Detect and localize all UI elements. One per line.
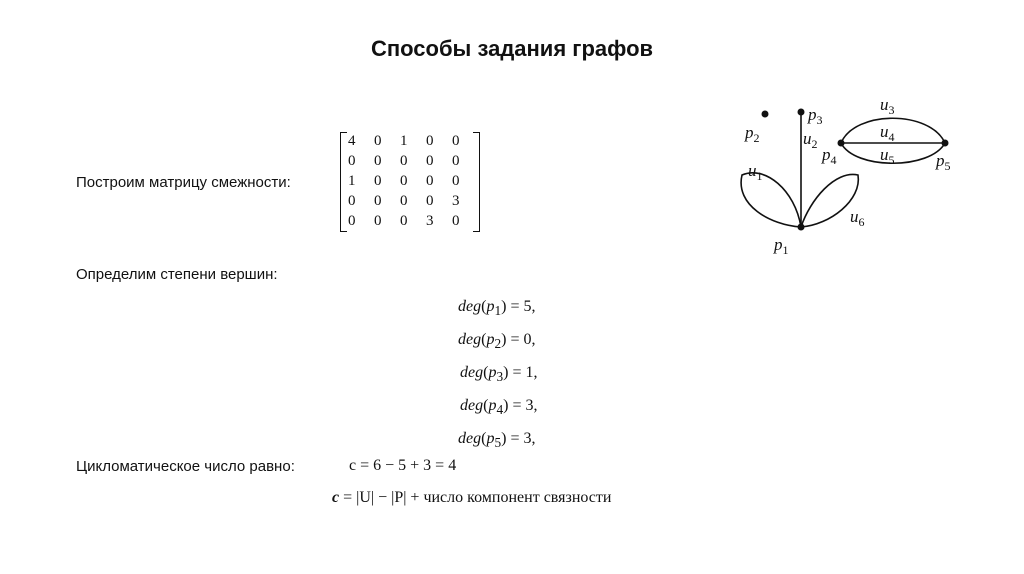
vertex-label-p2: $p_2$ [745,123,760,145]
edge-label-u1: $u_1$ [748,161,763,183]
matrix-cell: 3 [452,193,460,209]
graph-diagram [730,90,990,265]
vertex-index: 4 [496,402,504,418]
edge-u1 [741,173,801,227]
matrix-cell: 0 [452,173,460,189]
matrix-row [348,134,478,149]
degree-value: = 3, [510,430,536,447]
matrix-cell: 4 [348,133,356,149]
adjacency-matrix [340,132,480,232]
matrix-row [348,194,478,209]
degree-line: $deg(p_3) = 1$, [460,364,538,385]
vertex-label-p3: $p_3$ [808,105,823,127]
edge-label-u2: $u_2$ [803,129,818,151]
matrix-row [348,154,478,169]
matrix-cell: 0 [400,193,408,209]
matrix-cell: 0 [452,213,460,229]
matrix-cell: 0 [452,153,460,169]
edge-label-u5: $u_5$ [880,145,895,167]
matrix-cell: 1 [348,173,356,189]
matrix-cell: 3 [426,213,434,229]
edge-label-u4: $u_4$ [880,122,895,144]
formula-tail: = |U| − |P| + число компонент связности [343,489,612,506]
matrix-label: Построим матрицу смежности: [76,174,291,191]
cyclomatic-formula: c = 6 − 5 + 3 = 4 [349,457,457,474]
matrix-cell: 0 [400,213,408,229]
degree-value: = 1, [512,364,538,381]
degree-line: $deg(p_4) = 3$, [460,397,538,418]
matrix-cell: 0 [400,153,408,169]
matrix-cell: 0 [374,133,382,149]
degree-line: $deg(p_5) = 3$, [458,430,536,451]
degree-line: $deg(p_2) = 0$, [458,331,536,352]
vertex-index: 5 [494,435,502,451]
vertex-index: 1 [494,303,502,319]
matrix-row [348,214,478,229]
matrix-cell: 1 [400,133,408,149]
degree-value: = 3, [512,397,538,414]
matrix-cell: 0 [426,173,434,189]
general-formula [332,489,611,507]
vertex-p1-dot [798,224,805,231]
matrix-row [348,174,478,189]
matrix-bracket-left [340,132,347,232]
vertex-label-p4: $p_4$ [822,145,837,167]
matrix-cell: 0 [348,153,356,169]
cyclomatic-label: Цикломатическое число равно: [76,458,295,475]
matrix-cell: 0 [400,173,408,189]
vertex-label-p1: $p_1$ [774,235,789,257]
degree-value: = 0, [510,331,536,348]
matrix-cell: 0 [348,193,356,209]
vertex-index: 3 [496,369,504,385]
vertex-p5-dot [942,140,949,147]
matrix-cell: 0 [452,133,460,149]
edge-label-u6: $u_6$ [850,207,865,229]
vertex-p2-dot [762,111,769,118]
vertex-p3-dot [798,109,805,116]
formula-variable: c [332,489,340,506]
matrix-cell: 0 [374,173,382,189]
vertex-label-p5: $p_5$ [936,151,951,173]
degrees-label: Определим степени вершин: [76,266,278,283]
matrix-cell: 0 [374,193,382,209]
matrix-cell: 0 [348,213,356,229]
matrix-cell: 0 [374,153,382,169]
matrix-cell: 0 [426,153,434,169]
vertex-p4-dot [838,140,845,147]
edge-label-u3: $u_3$ [880,95,895,117]
matrix-cell: 0 [374,213,382,229]
matrix-cell: 0 [426,193,434,209]
degree-value: = 5, [510,298,536,315]
degree-line: $deg(p_1) = 5$, [458,298,536,319]
matrix-cell: 0 [426,133,434,149]
vertex-index: 2 [494,336,502,352]
page-title: Способы задания графов [370,36,654,61]
